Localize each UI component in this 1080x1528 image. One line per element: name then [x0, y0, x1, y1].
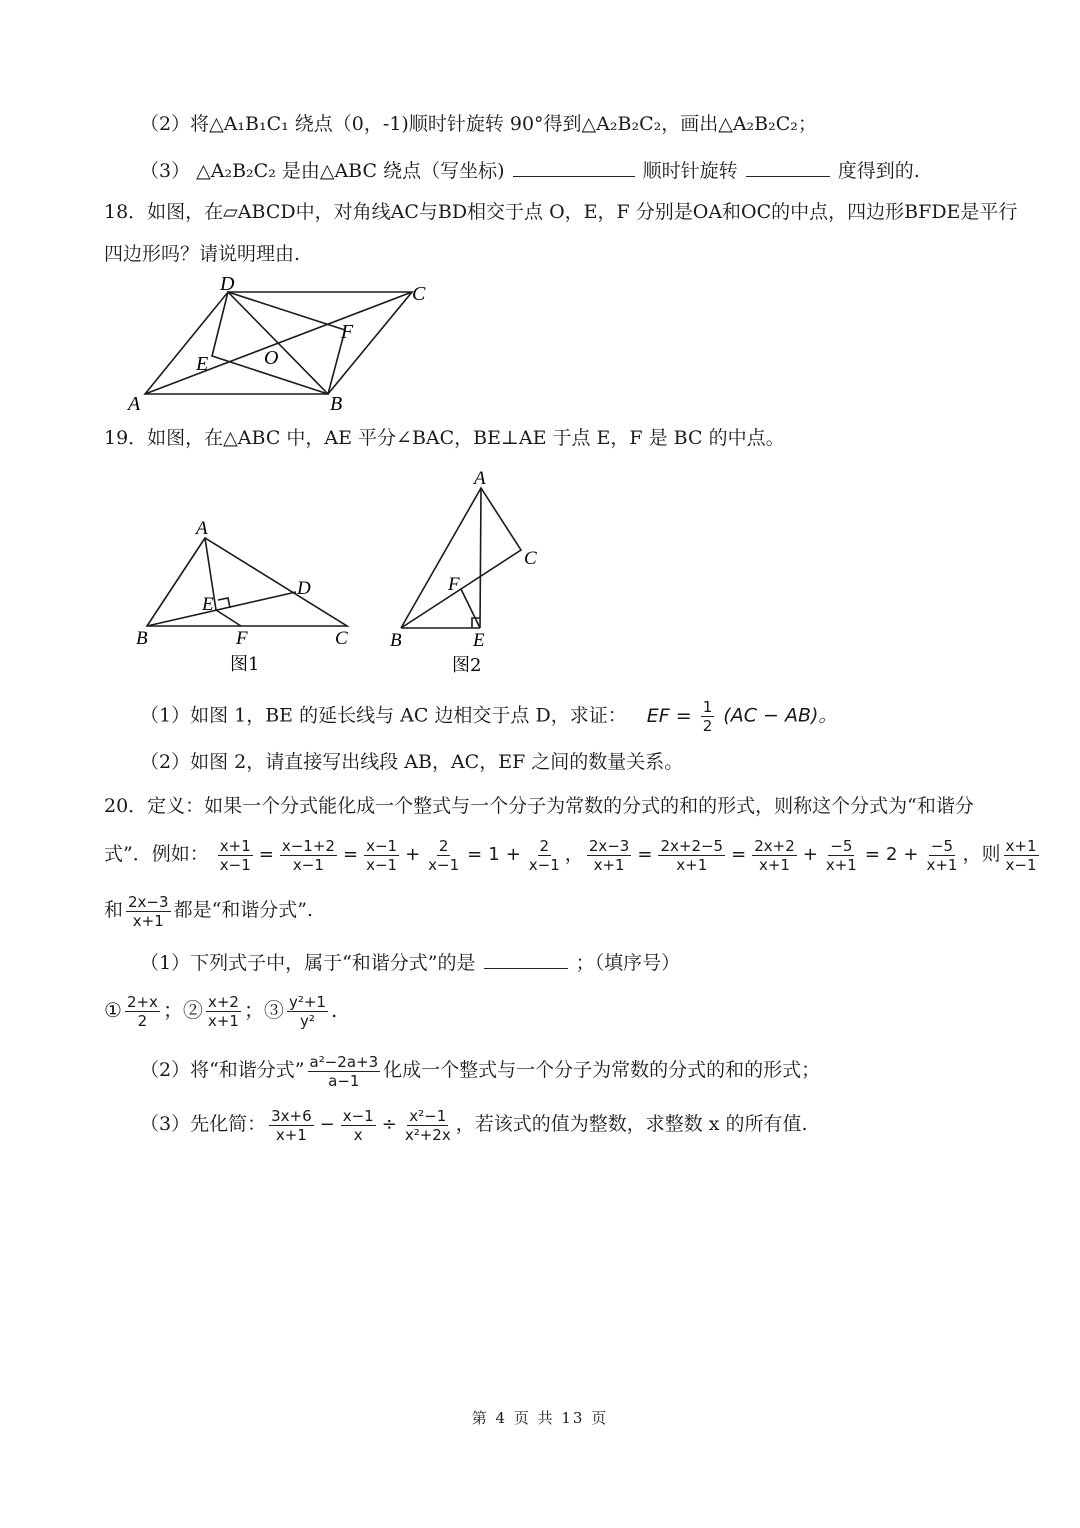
q18-label-a: A	[128, 393, 141, 415]
comma: ，	[564, 843, 584, 865]
equals-sign: =	[342, 844, 359, 865]
q20-frac-7	[658, 837, 725, 874]
q19-figure-2	[384, 466, 554, 682]
q19-fig2-label-f: F	[448, 574, 460, 595]
divide-sign: ÷	[381, 1114, 397, 1135]
q17-part3-text-a: （3） △A₂B₂C₂ 是由△ABC 绕点（写坐标)	[140, 160, 505, 182]
q19-stem: 19．如图，在△ABC 中，AE 平分∠BAC，BE⊥AE 于点 E，F 是 BC 的中点。	[104, 427, 785, 449]
q19-fig1-segment-bd	[147, 592, 296, 626]
q20-example-prefix: 式”．例如：	[104, 843, 209, 865]
equals-sign: =	[467, 844, 483, 865]
q20-option-1-frac	[125, 993, 160, 1030]
q18-label-d: D	[220, 273, 235, 295]
denominator: y²	[300, 1012, 315, 1030]
q20-stem-line2	[104, 834, 1042, 875]
numerator: x+1	[1005, 836, 1037, 855]
q20-frac-8	[752, 837, 797, 874]
q18-stem-line2: 四边形吗？请说明理由.	[104, 243, 301, 265]
q19-fig2-segment-ef	[461, 589, 480, 628]
q19-fig2-triangle-abc	[401, 488, 521, 628]
equals-sign: =	[258, 844, 274, 865]
q20-option-3-frac	[287, 993, 328, 1030]
q20-part3	[140, 1104, 808, 1145]
q18-parallelogram-figure	[120, 272, 440, 420]
denominator: a−1	[328, 1071, 360, 1090]
q20-part3-frac-1	[269, 1107, 314, 1144]
integer-part: 2	[885, 844, 898, 865]
denominator: x+1	[593, 855, 625, 874]
q18-label-f: F	[341, 321, 354, 343]
q20-frac-3	[364, 837, 399, 874]
equals-sign: =	[731, 844, 747, 865]
numerator: x²−1	[409, 1106, 447, 1125]
q20-stem-line1: 20．定义：如果一个分式能化成一个整式与一个分子为常数的分式的和的形式，则称这个分式为“和谐分	[104, 795, 974, 817]
q18-diagonal-bd	[228, 292, 328, 394]
q17-angle-blank[interactable]	[746, 154, 830, 177]
q20-part3-text-a: （3）先化简：	[140, 1113, 267, 1135]
q19-half-denominator: 2	[702, 717, 713, 735]
denominator: x+1	[207, 1012, 239, 1030]
minus-sign: −	[319, 1114, 335, 1135]
numerator: a²−2a+3	[309, 1052, 379, 1071]
denominator: x+1	[926, 855, 958, 874]
q19-part2: （2）如图 2，请直接写出线段 AB，AC，EF 之间的数量关系。	[140, 751, 684, 773]
numerator: 2x+2−5	[660, 836, 724, 855]
q19-fig1-right-angle-mark	[218, 598, 230, 608]
q17-part3-text-b: 顺时针旋转	[642, 160, 738, 182]
denominator: x²+2x	[404, 1125, 451, 1144]
q20-stem-suffix: 都是“和谐分式”.	[173, 899, 314, 921]
q20-option-2-mark: ；②	[162, 998, 203, 1022]
q20-frac-10	[924, 837, 959, 874]
q18-stem-line1: 18．如图，在▱ABCD中，对角线AC与BD相交于点 O，E，F 分别是OA和OC的中点，四边形BFDE是平行	[104, 201, 1018, 223]
numerator: −5	[830, 836, 853, 855]
q17-part3-text-c: 度得到的.	[837, 160, 920, 182]
q20-frac-5	[527, 837, 562, 874]
q19-fig2-label-a: A	[474, 468, 486, 489]
q19-fig1-label-e: E	[202, 594, 214, 615]
numerator: 3x+6	[271, 1106, 312, 1125]
numerator: y²+1	[288, 993, 326, 1011]
q20-part2-frac	[308, 1053, 381, 1090]
q19-fig1-label-d: D	[297, 578, 311, 599]
q19-fig2-label-c: C	[524, 548, 537, 569]
q18-label-c: C	[412, 283, 426, 305]
q19-part1-eq-right: (AC − AB)。	[723, 704, 838, 727]
numerator: 2+x	[126, 993, 158, 1011]
q20-frac-12	[126, 893, 171, 930]
q18-label-b: B	[330, 393, 343, 415]
q20-part1-text-b: ；（填序号）	[575, 952, 681, 974]
numerator: 2x−3	[128, 892, 169, 911]
plus-sign: +	[405, 844, 421, 865]
denominator: x−1	[428, 855, 460, 874]
denominator: x−1	[366, 855, 398, 874]
q19-fig2-label-b: B	[390, 630, 402, 651]
q20-stem-line3	[104, 890, 313, 930]
q20-part2-text-a: （2）将“和谐分式”	[140, 1059, 305, 1081]
q19-part1-text: （1）如图 1，BE 的延长线与 AC 边相交于点 D，求证：	[140, 704, 627, 727]
numerator: −5	[930, 836, 954, 855]
q19-part1	[140, 698, 837, 735]
numerator: 2x+2	[754, 836, 795, 855]
denominator: x+1	[758, 855, 790, 874]
denominator: 2	[137, 1012, 148, 1030]
q20-part3-frac-2	[341, 1107, 376, 1144]
q19-part1-half	[701, 698, 715, 735]
q17-part2: （2）将△A₁B₁C₁ 绕点（0，-1)顺时针旋转 90°得到△A₂B₂C₂，画出△A₂B₂C₂；	[140, 113, 817, 135]
denominator: x+1	[132, 911, 164, 930]
q20-options	[104, 990, 337, 1030]
numerator: x−1	[342, 1106, 374, 1125]
numerator: 2x−3	[588, 836, 630, 855]
q19-fig1-label-b: B	[136, 628, 148, 649]
q19-fig2-segment-ae	[480, 488, 481, 628]
q20-answer-blank[interactable]	[484, 946, 568, 969]
q17-part3	[140, 154, 920, 185]
q20-part2	[140, 1050, 820, 1090]
equals-sign: =	[637, 844, 653, 865]
q19-figure-1	[130, 512, 360, 682]
numerator: x−1	[366, 836, 398, 855]
q19-fig1-label-f: F	[236, 628, 248, 649]
q19-fig1-triangle-abc	[147, 538, 347, 626]
q20-option-3-mark: ；③	[243, 998, 284, 1022]
denominator: x	[353, 1125, 363, 1144]
q20-option-2-frac	[206, 993, 241, 1030]
denominator: x−1	[1005, 855, 1037, 874]
numerator: x+2	[207, 993, 239, 1011]
denominator: x+1	[825, 855, 857, 874]
integer-part: 1	[488, 844, 500, 865]
denominator: x−1	[219, 855, 251, 874]
plus-sign: +	[505, 844, 521, 865]
q20-option-1-mark: ①	[104, 998, 122, 1022]
q20-frac-2	[280, 837, 337, 874]
q18-label-e: E	[196, 353, 209, 375]
q19-half-numerator: 1	[702, 698, 713, 716]
denominator: x−1	[292, 855, 324, 874]
q19-fig2-caption: 图2	[452, 655, 482, 676]
q19-fig1-caption: 图1	[230, 654, 260, 675]
numerator: 2	[539, 836, 550, 855]
numerator: x+1	[219, 836, 251, 855]
q20-and: 和	[104, 899, 124, 921]
numerator: 2	[438, 836, 449, 855]
page-footer: 第 4 页 共 13 页	[471, 1409, 609, 1427]
plus-sign: +	[802, 844, 818, 865]
q20-part2-text-b: 化成一个整式与一个分子为常数的分式的和的形式；	[383, 1059, 821, 1081]
q19-fig1-label-a: A	[196, 518, 208, 539]
q19-fig1-segment-ef	[216, 610, 241, 626]
q20-part3-frac-3	[403, 1107, 453, 1144]
q19-fig2-label-e: E	[473, 630, 485, 651]
q20-part3-text-b: ，若该式的值为整数，求整数 x 的所有值.	[455, 1113, 808, 1135]
q20-then: ，则	[962, 843, 1001, 865]
q18-label-o: O	[264, 347, 279, 369]
q20-part1	[140, 946, 680, 977]
q20-part1-text-a: （1）下列式子中，属于“和谐分式”的是	[140, 952, 476, 974]
plus-sign: +	[903, 844, 919, 865]
q20-frac-9	[824, 837, 859, 874]
denominator: x−1	[528, 855, 560, 874]
denominator: x+1	[676, 855, 708, 874]
q20-frac-1	[218, 837, 253, 874]
q20-options-end: .	[330, 998, 338, 1022]
denominator: x+1	[275, 1125, 307, 1144]
q19-fig1-label-c: C	[335, 628, 348, 649]
q17-center-blank[interactable]	[513, 154, 635, 177]
q20-frac-11	[1004, 837, 1039, 874]
equals-sign: =	[864, 844, 880, 865]
q20-frac-4	[426, 837, 461, 874]
numerator: x−1+2	[281, 836, 335, 855]
q20-frac-6	[587, 837, 632, 874]
q19-part1-eq-left: EF =	[646, 704, 692, 727]
